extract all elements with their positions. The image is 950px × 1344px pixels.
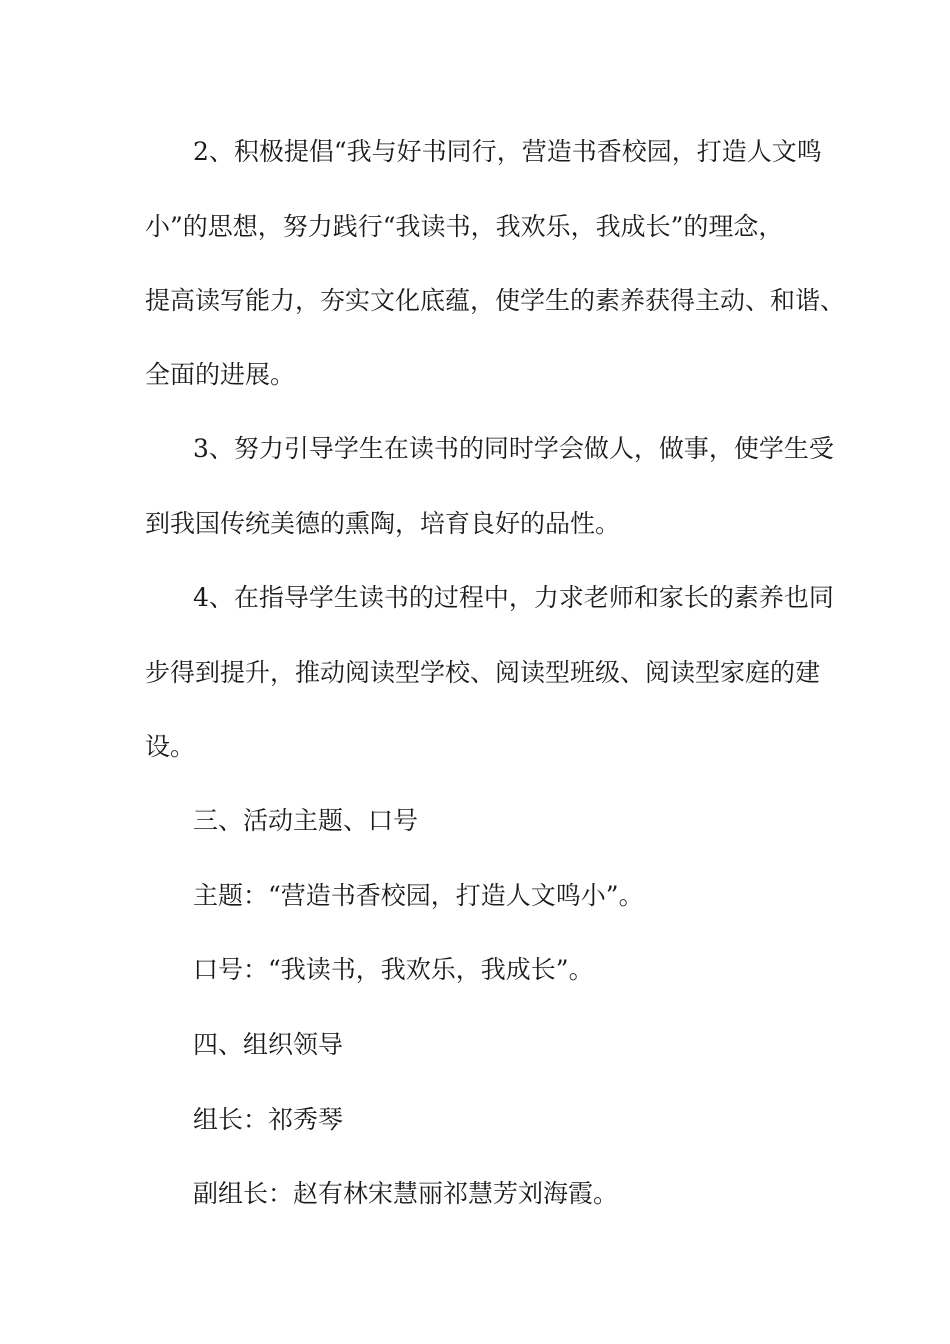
- slogan-line: 口号：“我读书，我欢乐，我成长”。: [193, 955, 594, 984]
- paragraph-2-line-1: 2、积极提倡“我与好书同行，营造书香校园，打造人文鸣: [193, 137, 822, 166]
- paragraph-4-line-2: 步得到提升，推动阅读型学校、阅读型班级、阅读型家庭的建: [145, 658, 821, 687]
- paragraph-2-line-2: 小”的思想，努力践行“我读书，我欢乐，我成长”的理念，: [145, 212, 784, 241]
- theme-line: 主题：“营造书香校园，打造人文鸣小”。: [193, 881, 644, 910]
- paragraph-2-line-4: 全面的进展。: [145, 360, 296, 389]
- paragraph-4-line-1: 4、在指导学生读书的过程中，力求老师和家长的素养也同: [193, 583, 834, 612]
- section-heading-leadership: 四、组织领导: [193, 1030, 344, 1059]
- paragraph-4-line-3: 设。: [145, 732, 196, 761]
- paragraph-3-line-1: 3、努力引导学生在读书的同时学会做人，做事，使学生受: [193, 434, 834, 463]
- deputy-leader-line: 副组长：赵有林宋慧丽祁慧芳刘海霞。: [193, 1179, 619, 1208]
- section-heading-theme: 三、活动主题、口号: [193, 806, 419, 835]
- paragraph-2-line-3: 提高读写能力，夯实文化底蕴，使学生的素养获得主动、和谐、: [145, 286, 846, 315]
- leader-line: 组长：祁秀琴: [193, 1105, 344, 1134]
- paragraph-3-line-2: 到我国传统美德的熏陶，培育良好的品性。: [145, 509, 621, 538]
